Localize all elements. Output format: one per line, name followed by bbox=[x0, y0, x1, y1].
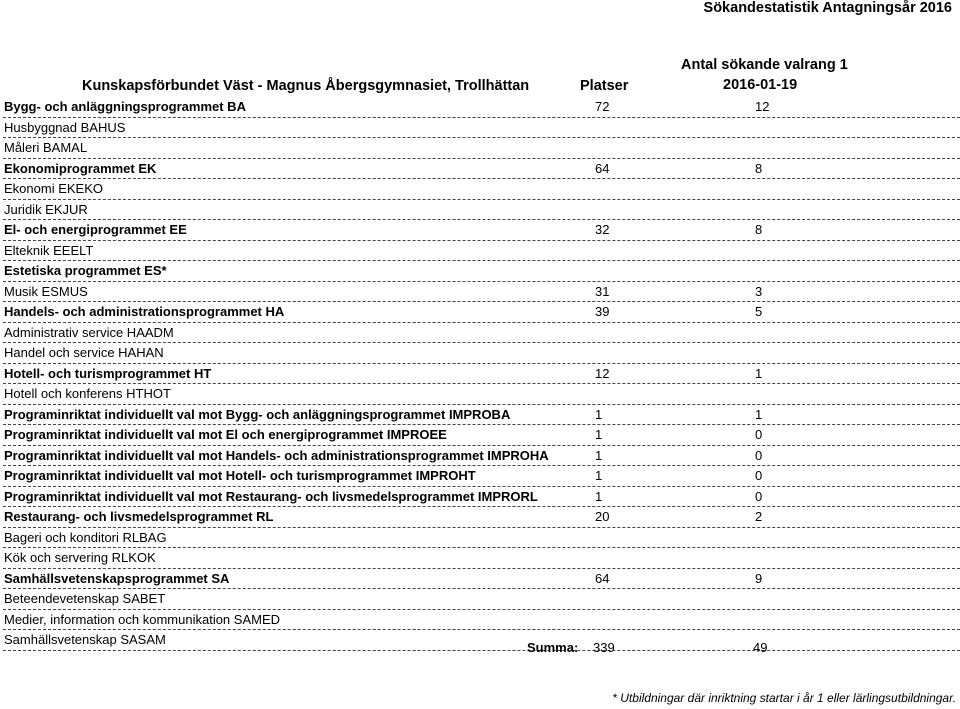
table-row bbox=[3, 364, 960, 385]
antal-column-header: Antal sökande valrang 1 bbox=[681, 57, 848, 73]
program-name: Medier, information och kommunikation SAMED bbox=[4, 611, 281, 627]
platser-value: 20 bbox=[595, 509, 610, 524]
platser-value: 12 bbox=[595, 365, 610, 381]
program-name: Hotell- och turismprogrammet HT bbox=[4, 365, 212, 381]
footnote: * Utbildningar där inriktning startar i år 1 eller lärlingsutbildningar. bbox=[612, 691, 956, 705]
program-name: Programinriktat individuellt val mot Handels- och administrationsprogrammet IMPROHA bbox=[4, 447, 549, 463]
platser-value: 31 bbox=[595, 283, 610, 299]
program-name: Bageri och konditori RLBAG bbox=[4, 529, 167, 545]
program-name: Samhällsvetenskapsprogrammet SA bbox=[4, 570, 230, 586]
table-row bbox=[3, 425, 960, 446]
table-row bbox=[3, 507, 960, 528]
antal-value: 8 bbox=[755, 222, 763, 237]
program-name: Handel och service HAHAN bbox=[4, 345, 164, 360]
table-row bbox=[3, 323, 960, 344]
program-name: Bygg- och anläggningsprogrammet BA bbox=[4, 99, 246, 114]
antal-value: 0 bbox=[755, 468, 763, 483]
table-row bbox=[3, 446, 960, 467]
table-row bbox=[3, 302, 960, 323]
platser-value: 1 bbox=[595, 488, 603, 504]
antal-value: 0 bbox=[755, 447, 763, 463]
program-name: Samhällsvetenskap SASAM bbox=[4, 632, 166, 647]
antal-value: 9 bbox=[755, 570, 763, 586]
table-row bbox=[3, 138, 960, 159]
table-row bbox=[3, 487, 960, 508]
table-row bbox=[3, 610, 960, 631]
antal-value: 0 bbox=[755, 488, 763, 504]
platser-value: 72 bbox=[595, 99, 610, 114]
antal-value: 8 bbox=[755, 160, 763, 176]
table-row bbox=[3, 569, 960, 590]
program-name: Elteknik EEELT bbox=[4, 242, 94, 258]
platser-value: 39 bbox=[595, 304, 610, 319]
table-row bbox=[3, 241, 960, 262]
program-name: El- och energiprogrammet EE bbox=[4, 222, 187, 237]
page-title: Sökandestatistik Antagningsår 2016 bbox=[703, 0, 952, 16]
program-name: Restaurang- och livsmedelsprogrammet RL bbox=[4, 509, 274, 524]
platser-value: 1 bbox=[595, 427, 603, 442]
statistics-table bbox=[3, 97, 960, 651]
platser-value: 1 bbox=[595, 447, 603, 463]
program-name: Administrativ service HAADM bbox=[4, 324, 174, 340]
table-row bbox=[3, 179, 960, 200]
table-row bbox=[3, 466, 960, 487]
table-row bbox=[3, 589, 960, 610]
program-name: Beteendevetenskap SABET bbox=[4, 591, 166, 606]
school-header: Kunskapsförbundet Väst - Magnus Åbergsgymnasiet, Trollhättan bbox=[82, 78, 530, 94]
program-name: Handels- och administrationsprogrammet HA bbox=[4, 304, 285, 319]
program-name: Juridik EKJUR bbox=[4, 201, 88, 217]
platser-value: 1 bbox=[595, 468, 603, 483]
summa-label: Summa: bbox=[527, 640, 579, 655]
table-row bbox=[3, 630, 960, 651]
antal-value: 3 bbox=[755, 283, 763, 299]
table-row bbox=[3, 200, 960, 221]
platser-value: 32 bbox=[595, 222, 610, 237]
table-row bbox=[3, 528, 960, 549]
program-name: Programinriktat individuellt val mot Restaurang- och livsmedelsprogrammet IMPRORL bbox=[4, 488, 538, 504]
program-name: Husbyggnad BAHUS bbox=[4, 119, 126, 135]
program-name: Hotell och konferens HTHOT bbox=[4, 386, 171, 401]
program-name: Programinriktat individuellt val mot El och energiprogrammet IMPROEE bbox=[4, 427, 447, 442]
table-row bbox=[3, 548, 960, 569]
table-row bbox=[3, 343, 960, 364]
antal-value: 0 bbox=[755, 427, 763, 442]
antal-value: 1 bbox=[755, 406, 763, 422]
program-name: Musik ESMUS bbox=[4, 283, 88, 299]
program-name: Programinriktat individuellt val mot Bygg- och anläggningsprogrammet IMPROBA bbox=[4, 406, 511, 422]
antal-value: 1 bbox=[755, 365, 763, 381]
antal-value: 2 bbox=[755, 509, 763, 524]
platser-column-header: Platser bbox=[580, 78, 629, 94]
table-row bbox=[3, 282, 960, 303]
program-name: Estetiska programmet ES* bbox=[4, 263, 167, 278]
program-name: Ekonomiprogrammet EK bbox=[4, 160, 157, 176]
table-row bbox=[3, 405, 960, 426]
antal-value: 5 bbox=[755, 304, 763, 319]
table-row bbox=[3, 97, 960, 118]
table-row bbox=[3, 118, 960, 139]
summa-antal: 49 bbox=[753, 640, 768, 655]
platser-value: 1 bbox=[595, 406, 603, 422]
table-row bbox=[3, 159, 960, 180]
antal-value: 12 bbox=[755, 99, 770, 114]
date-header: 2016-01-19 bbox=[723, 77, 798, 93]
platser-value: 64 bbox=[595, 160, 610, 176]
program-name: Måleri BAMAL bbox=[4, 140, 88, 155]
table-row bbox=[3, 220, 960, 241]
table-row bbox=[3, 261, 960, 282]
summa-platser: 339 bbox=[593, 640, 615, 655]
program-name: Ekonomi EKEKO bbox=[4, 181, 103, 196]
program-name: Programinriktat individuellt val mot Hotell- och turismprogrammet IMPROHT bbox=[4, 468, 476, 483]
program-name: Kök och servering RLKOK bbox=[4, 550, 156, 565]
table-row bbox=[3, 384, 960, 405]
platser-value: 64 bbox=[595, 570, 610, 586]
